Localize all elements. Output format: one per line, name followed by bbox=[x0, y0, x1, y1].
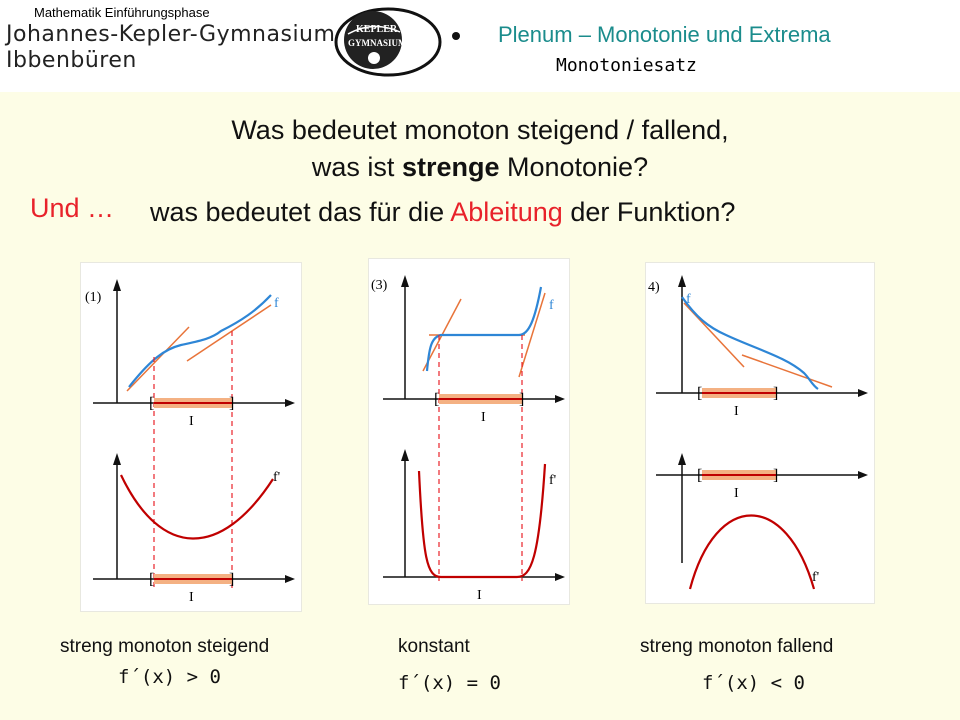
graph-panel-constant bbox=[368, 258, 570, 605]
svg-text:]: ] bbox=[519, 391, 525, 408]
svg-text:]: ] bbox=[773, 467, 779, 484]
page-subtitle: Monotoniesatz bbox=[556, 55, 697, 76]
question-line-2 bbox=[0, 152, 960, 183]
f-label: f bbox=[274, 296, 279, 311]
fprime-label: f' bbox=[812, 570, 820, 585]
interval-label: I bbox=[734, 404, 739, 419]
caption-constant: konstant bbox=[398, 636, 470, 657]
condition-decreasing: f´(x) < 0 bbox=[702, 672, 805, 694]
question-line-3 bbox=[150, 197, 735, 228]
fprime-label: f' bbox=[273, 470, 281, 485]
svg-text:]: ] bbox=[229, 571, 235, 588]
caption-increasing: streng monoton steigend bbox=[60, 636, 270, 657]
question-line-1: Was bedeutet monoton steigend / fallend, bbox=[231, 115, 729, 145]
condition-constant: f´(x) = 0 bbox=[398, 672, 501, 694]
question-line-2-prefix: was ist bbox=[311, 152, 402, 182]
panel-number: (1) bbox=[85, 290, 102, 305]
graph-panel-decreasing bbox=[645, 262, 875, 604]
panel-number: (3) bbox=[371, 278, 388, 293]
question-line-2-suffix: Monotonie? bbox=[499, 152, 649, 182]
interval-label-lower: I bbox=[189, 590, 194, 605]
school-name: Johannes-Kepler-Gymnasium bbox=[6, 22, 336, 47]
f-label: f bbox=[549, 298, 554, 313]
fprime-label: f' bbox=[549, 473, 557, 488]
page-title: Plenum – Monotonie und Extrema bbox=[498, 22, 831, 47]
svg-text:[: [ bbox=[149, 571, 155, 588]
interval-label: I bbox=[189, 414, 194, 429]
question-line-3-highlight: Ableitung bbox=[450, 197, 563, 227]
graph-increasing bbox=[81, 263, 301, 611]
question-line-2-bold: strenge bbox=[401, 152, 500, 182]
course-label: Mathematik Einführungsphase bbox=[34, 5, 210, 20]
question-line-3-suffix: der Funktion? bbox=[562, 197, 736, 227]
graph-constant bbox=[369, 259, 569, 604]
und-label: Und … bbox=[30, 193, 115, 223]
f-label: f bbox=[686, 292, 691, 307]
kepler-globe-logo bbox=[318, 2, 468, 82]
condition-increasing: f´(x) > 0 bbox=[118, 666, 221, 688]
svg-text:[: [ bbox=[697, 385, 703, 402]
graph-decreasing bbox=[646, 263, 874, 603]
interval-label: I bbox=[481, 410, 486, 425]
question-line-3-prefix: was bedeutet das für die bbox=[150, 197, 451, 227]
caption-decreasing: streng monoton fallend bbox=[640, 636, 834, 657]
logo-text-bottom: GYMNASIUM bbox=[348, 38, 407, 48]
header bbox=[0, 0, 960, 92]
panel-number: 4) bbox=[648, 280, 660, 295]
svg-text:[: [ bbox=[149, 395, 155, 412]
school-city: Ibbenbüren bbox=[6, 48, 137, 73]
svg-text:]: ] bbox=[773, 385, 779, 402]
logo-text-top: KEPLER bbox=[356, 24, 398, 35]
svg-text:[: [ bbox=[697, 467, 703, 484]
svg-text:[: [ bbox=[434, 391, 440, 408]
interval-label-lower: I bbox=[734, 486, 739, 501]
graph-panel-increasing bbox=[80, 262, 302, 612]
svg-text:]: ] bbox=[229, 395, 235, 412]
interval-label-lower: I bbox=[477, 588, 482, 603]
